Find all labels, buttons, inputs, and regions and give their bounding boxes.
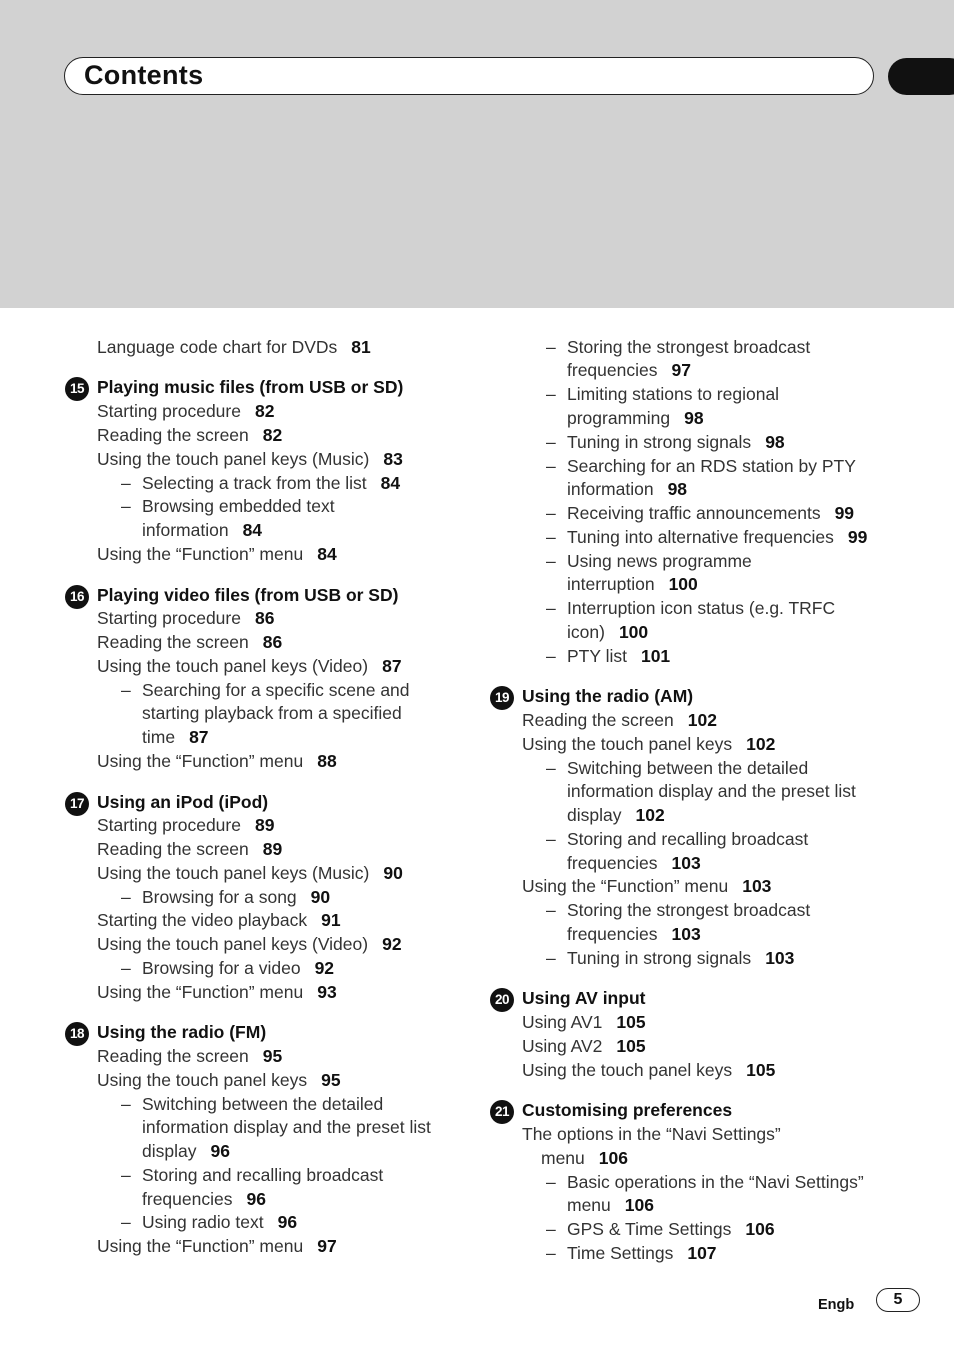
- subentry-dash: –: [546, 527, 556, 547]
- toc-entry[interactable]: Using the touch panel keys (Video) 87: [97, 656, 402, 676]
- toc-subentry-line[interactable]: Switching between the detailed: [567, 758, 809, 778]
- toc-subentry[interactable]: Browsing for a song 90: [142, 887, 331, 907]
- toc-entry[interactable]: Starting procedure 86: [97, 608, 275, 628]
- subentry-dash: –: [546, 646, 556, 666]
- toc-subentry[interactable]: Tuning in strong signals 98: [567, 432, 785, 452]
- subentry-dash: –: [546, 432, 556, 452]
- section-title[interactable]: Using the radio (FM): [97, 1022, 267, 1042]
- toc-subentry[interactable]: Using radio text 96: [142, 1212, 298, 1232]
- toc-subentry[interactable]: menu 106: [567, 1195, 654, 1215]
- subentry-dash: –: [121, 1094, 131, 1114]
- toc-subentry[interactable]: Time Settings 107: [567, 1243, 717, 1263]
- toc-entry[interactable]: Language code chart for DVDs 81: [97, 337, 371, 357]
- subentry-dash: –: [546, 503, 556, 523]
- toc-subentry[interactable]: Browsing for a video 92: [142, 958, 335, 978]
- toc-entry[interactable]: Reading the screen 95: [97, 1046, 283, 1066]
- section-title[interactable]: Playing video files (from USB or SD): [97, 585, 399, 605]
- toc-subentry[interactable]: Tuning into alternative frequencies 99: [567, 527, 868, 547]
- toc-entry[interactable]: Using the “Function” menu 88: [97, 751, 337, 771]
- toc-entry[interactable]: Starting procedure 82: [97, 401, 275, 421]
- toc-entry-line[interactable]: The options in the “Navi Settings”: [522, 1124, 781, 1144]
- toc-entry[interactable]: Using the touch panel keys (Video) 92: [97, 934, 402, 954]
- toc-subentry[interactable]: display 96: [142, 1141, 230, 1161]
- toc-subentry[interactable]: interruption 100: [567, 574, 698, 594]
- section-title[interactable]: Playing music files (from USB or SD): [97, 377, 404, 397]
- toc-subentry[interactable]: frequencies 103: [567, 853, 701, 873]
- toc-entry[interactable]: Starting the video playback 91: [97, 910, 341, 930]
- toc-entry[interactable]: Reading the screen 102: [522, 710, 717, 730]
- toc-subentry-line[interactable]: Searching for an RDS station by PTY: [567, 456, 856, 476]
- toc-subentry-line[interactable]: Basic operations in the “Navi Settings”: [567, 1172, 864, 1192]
- toc-entry[interactable]: Reading the screen 86: [97, 632, 283, 652]
- toc-entry[interactable]: Using AV1 105: [522, 1012, 646, 1032]
- language-code: Engb: [818, 1297, 855, 1313]
- subentry-dash: –: [546, 598, 556, 618]
- toc-entry[interactable]: Using the touch panel keys 95: [97, 1070, 341, 1090]
- toc-subentry[interactable]: information 98: [567, 479, 688, 499]
- header-band: [0, 0, 954, 308]
- toc-entry[interactable]: Using the “Function” menu 97: [97, 1236, 337, 1256]
- toc-subentry-line[interactable]: Storing the strongest broadcast: [567, 900, 811, 920]
- toc-subentry-line[interactable]: Using news programme: [567, 551, 752, 571]
- section-number-badge: 21: [490, 1100, 514, 1124]
- title-frame: [64, 57, 874, 95]
- toc-subentry[interactable]: GPS & Time Settings 106: [567, 1219, 775, 1239]
- section-tab: [888, 58, 954, 95]
- toc-subentry[interactable]: frequencies 96: [142, 1189, 266, 1209]
- toc-subentry-line[interactable]: starting playback from a specified: [142, 703, 402, 723]
- toc-entry[interactable]: Using the “Function” menu 84: [97, 544, 337, 564]
- toc-subentry-line[interactable]: Storing the strongest broadcast: [567, 337, 811, 357]
- page-number: 5: [876, 1288, 920, 1312]
- page-title: Contents: [84, 60, 204, 90]
- subentry-dash: –: [121, 473, 131, 493]
- toc-entry[interactable]: menu 106: [541, 1148, 628, 1168]
- toc-subentry[interactable]: frequencies 97: [567, 360, 691, 380]
- toc-subentry[interactable]: icon) 100: [567, 622, 649, 642]
- subentry-dash: –: [121, 1212, 131, 1232]
- section-number-badge: 18: [65, 1022, 89, 1046]
- subentry-dash: –: [121, 1165, 131, 1185]
- section-number-badge: 15: [65, 377, 89, 401]
- subentry-dash: –: [546, 456, 556, 476]
- toc-subentry[interactable]: Tuning in strong signals 103: [567, 948, 795, 968]
- toc-subentry[interactable]: time 87: [142, 727, 209, 747]
- subentry-dash: –: [546, 384, 556, 404]
- section-number-badge: 17: [65, 792, 89, 816]
- toc-entry[interactable]: Starting procedure 89: [97, 815, 275, 835]
- subentry-dash: –: [121, 680, 131, 700]
- subentry-dash: –: [546, 551, 556, 571]
- section-title[interactable]: Customising preferences: [522, 1100, 733, 1120]
- subentry-dash: –: [121, 958, 131, 978]
- subentry-dash: –: [546, 1243, 556, 1263]
- section-number-badge: 16: [65, 585, 89, 609]
- section-title[interactable]: Using the radio (AM): [522, 686, 694, 706]
- section-number-badge: 19: [490, 686, 514, 710]
- subentry-dash: –: [546, 900, 556, 920]
- section-number-badge: 20: [490, 988, 514, 1012]
- toc-subentry[interactable]: frequencies 103: [567, 924, 701, 944]
- toc-subentry[interactable]: programming 98: [567, 408, 704, 428]
- toc-entry[interactable]: Using the touch panel keys (Music) 90: [97, 863, 403, 883]
- subentry-dash: –: [546, 758, 556, 778]
- toc-subentry-line[interactable]: Searching for a specific scene and: [142, 680, 410, 700]
- subentry-dash: –: [121, 496, 131, 516]
- toc-entry[interactable]: Reading the screen 89: [97, 839, 283, 859]
- section-title[interactable]: Using AV input: [522, 988, 646, 1008]
- toc-entry[interactable]: Using the touch panel keys (Music) 83: [97, 449, 403, 469]
- toc-entry[interactable]: Reading the screen 82: [97, 425, 283, 445]
- toc-entry[interactable]: Using AV2 105: [522, 1036, 646, 1056]
- toc-subentry[interactable]: PTY list 101: [567, 646, 671, 666]
- toc-subentry[interactable]: information 84: [142, 520, 263, 540]
- toc-subentry-line[interactable]: Browsing embedded text: [142, 496, 335, 516]
- subentry-dash: –: [546, 1219, 556, 1239]
- subentry-dash: –: [121, 887, 131, 907]
- toc-entry[interactable]: Using the “Function” menu 93: [97, 982, 337, 1002]
- toc-subentry-line[interactable]: Storing and recalling broadcast: [567, 829, 809, 849]
- subentry-dash: –: [546, 337, 556, 357]
- toc-subentry-line[interactable]: information display and the preset list: [567, 781, 856, 801]
- toc-subentry-line[interactable]: Switching between the detailed: [142, 1094, 384, 1114]
- section-title[interactable]: Using an iPod (iPod): [97, 792, 269, 812]
- toc-subentry[interactable]: display 102: [567, 805, 665, 825]
- toc-subentry-line[interactable]: Storing and recalling broadcast: [142, 1165, 384, 1185]
- toc-subentry-line[interactable]: information display and the preset list: [142, 1117, 431, 1137]
- subentry-dash: –: [546, 948, 556, 968]
- subentry-dash: –: [546, 829, 556, 849]
- toc-subentry-line[interactable]: Limiting stations to regional: [567, 384, 780, 404]
- toc-entry[interactable]: Using the touch panel keys 105: [522, 1060, 776, 1080]
- toc-subentry[interactable]: Selecting a track from the list 84: [142, 473, 401, 493]
- toc-subentry-line[interactable]: Interruption icon status (e.g. TRFC: [567, 598, 836, 618]
- toc-entry[interactable]: Using the “Function” menu 103: [522, 876, 772, 896]
- toc-subentry[interactable]: Receiving traffic announcements 99: [567, 503, 855, 523]
- toc-entry[interactable]: Using the touch panel keys 102: [522, 734, 776, 754]
- subentry-dash: –: [546, 1172, 556, 1192]
